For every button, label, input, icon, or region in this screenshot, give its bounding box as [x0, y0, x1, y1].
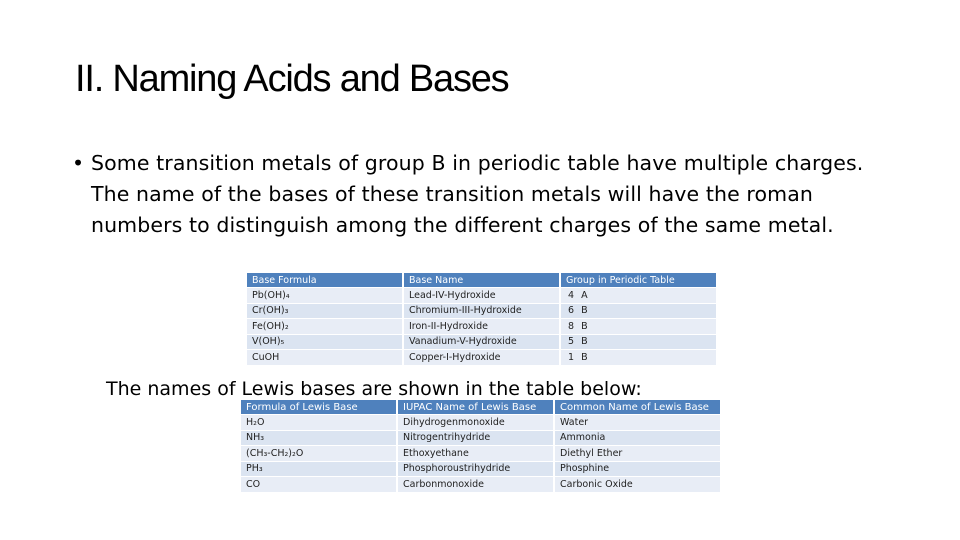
formula-cell: (CH₃-CH₂)₂O — [241, 446, 396, 461]
common-name-cell: Carbonic Oxide — [555, 477, 720, 492]
header-formula: Formula of Lewis Base — [241, 400, 396, 414]
bullet-marker: • — [72, 151, 85, 175]
formula-cell: NH₃ — [241, 431, 396, 446]
iupac-name-cell: Phosphoroustrihydride — [398, 462, 553, 477]
table-row — [247, 304, 716, 319]
formula-cell: H₂O — [241, 415, 396, 430]
base-formula-cell: Fe(OH)₂ — [247, 319, 402, 334]
table-row — [241, 415, 720, 430]
slide-title: II. Naming Acids and Bases — [75, 58, 509, 100]
header-iupac-name: IUPAC Name of Lewis Base — [398, 400, 553, 414]
common-name-cell: Diethyl Ether — [555, 446, 720, 461]
table-header-row — [247, 273, 716, 287]
iupac-name-cell: Carbonmonoxide — [398, 477, 553, 492]
table-row — [241, 431, 720, 446]
table-header-row — [241, 400, 720, 414]
base-name-cell: Iron-II-Hydroxide — [404, 319, 559, 334]
bullet-text: Some transition metals of group B in periodic table have multiple charges. The name of the bases of these transition metals will have the roman numbers to distinguish among the different charges of the same metal. — [91, 151, 864, 237]
table-row — [241, 446, 720, 461]
base-names-table — [245, 272, 718, 366]
common-name-cell: Water — [555, 415, 720, 430]
header-base-name: Base Name — [404, 273, 559, 287]
lewis-bases-table — [239, 399, 722, 493]
base-name-cell: Chromium-III-Hydroxide — [404, 304, 559, 319]
bullet-paragraph — [72, 148, 902, 241]
table-row — [247, 350, 716, 365]
base-formula-cell: V(OH)₅ — [247, 335, 402, 350]
table-row — [241, 462, 720, 477]
header-base-formula: Base Formula — [247, 273, 402, 287]
iupac-name-cell: Ethoxyethane — [398, 446, 553, 461]
base-formula-cell: CuOH — [247, 350, 402, 365]
header-common-name: Common Name of Lewis Base — [555, 400, 720, 414]
common-name-cell: Phosphine — [555, 462, 720, 477]
group-cell: 6 B — [561, 304, 716, 319]
table-row — [241, 477, 720, 492]
formula-cell: CO — [241, 477, 396, 492]
table-row — [247, 288, 716, 303]
iupac-name-cell: Nitrogentrihydride — [398, 431, 553, 446]
base-formula-cell: Cr(OH)₃ — [247, 304, 402, 319]
table-row — [247, 335, 716, 350]
header-group: Group in Periodic Table — [561, 273, 716, 287]
base-formula-cell: Pb(OH)₄ — [247, 288, 402, 303]
base-name-cell: Lead-IV-Hydroxide — [404, 288, 559, 303]
table-row — [247, 319, 716, 334]
base-name-cell: Vanadium-V-Hydroxide — [404, 335, 559, 350]
lewis-bases-intro: The names of Lewis bases are shown in the table below: — [106, 378, 642, 400]
common-name-cell: Ammonia — [555, 431, 720, 446]
group-cell: 5 B — [561, 335, 716, 350]
group-cell: 8 B — [561, 319, 716, 334]
formula-cell: PH₃ — [241, 462, 396, 477]
group-cell: 1 B — [561, 350, 716, 365]
iupac-name-cell: Dihydrogenmonoxide — [398, 415, 553, 430]
group-cell: 4 A — [561, 288, 716, 303]
base-name-cell: Copper-I-Hydroxide — [404, 350, 559, 365]
